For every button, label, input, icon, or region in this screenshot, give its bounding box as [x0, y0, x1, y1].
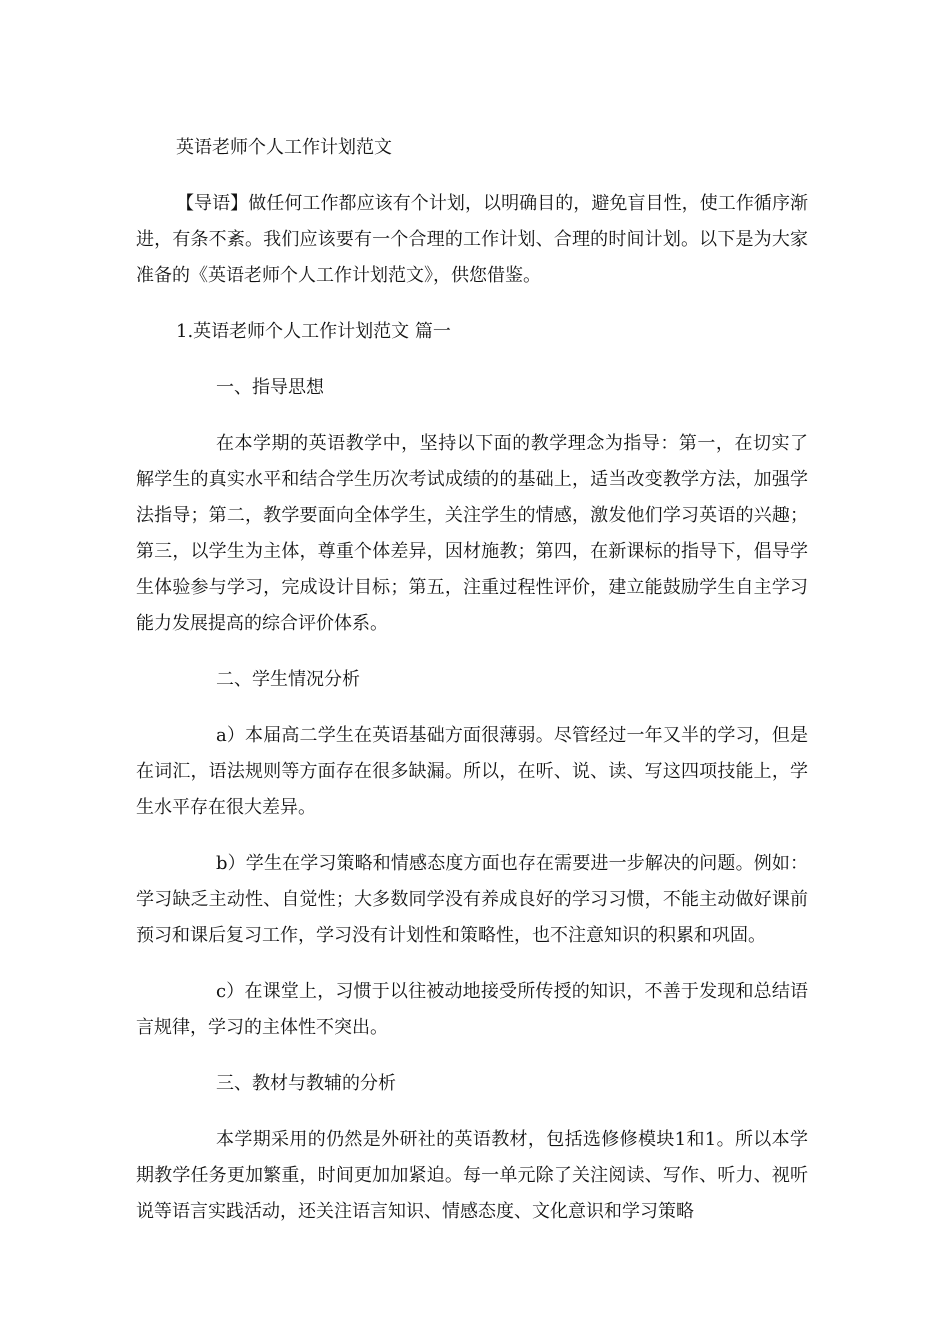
document-title: 英语老师个人工作计划范文 — [176, 137, 392, 158]
intro-paragraph — [136, 186, 808, 294]
intro-text: 做任何工作都应该有个计划，以明确目的，避免盲目性，使工作循序渐进，有条不紊。我们应该要有一个合理的工作计划、合理的时间计划。以下是为大家准备的《英语老师个人工作计划范文》，供您借鉴。 — [136, 193, 809, 286]
section-title: 1.英语老师个人工作计划范文 篇一 — [176, 321, 451, 342]
paragraph-student-analysis-b: b）学生在学习策略和情感态度方面也存在需要进一步解决的问题。例如：学习缺乏主动性、自觉性；大多数同学没有养成良好的学习习惯，不能主动做好课前预习和课后复习工作，学习没有计划性和策略性，也不注意知识的积累和巩固。 — [136, 853, 808, 946]
paragraph-textbook-analysis: 本学期采用的仍然是外研社的英语教材，包括选修修模块1和1。所以本学期教学任务更加繁重，时间更加加紧迫。每一单元除了关注阅读、写作、听力、视听说等语言实践活动，还关注语言知识、情感态度、文化意识和学习策略 — [136, 1129, 808, 1222]
heading-student-analysis: 二、学生情况分析 — [216, 669, 360, 690]
intro-lead: 【导语】 — [176, 193, 249, 214]
paragraph-student-analysis-a: a）本届高二学生在英语基础方面很薄弱。尽管经过一年又半的学习，但是在词汇，语法规则等方面存在很多缺漏。所以，在听、说、读、写这四项技能上，学生水平存在很大差异。 — [136, 725, 808, 818]
document-page — [136, 130, 808, 1250]
paragraph-student-analysis-c: c）在课堂上，习惯于以往被动地接受所传授的知识，不善于发现和总结语言规律，学习的主体性不突出。 — [136, 981, 808, 1038]
heading-guiding-ideology: 一、指导思想 — [216, 377, 324, 398]
paragraph-guiding-ideology: 在本学期的英语教学中，坚持以下面的教学理念为指导：第一，在切实了解学生的真实水平和结合学生历次考试成绩的的基础上，适当改变教学方法，加强学法指导；第二，教学要面向全体学生，关注学生的情感，激发他们学习英语的兴趣；第三，以学生为主体，尊重个体差异，因材施教；第四，在新课标的指导下，倡导学生体验参与学习，完成设计目标；第五，注重过程性评价，建立能鼓励学生自主学习能力发展提高的综合评价体系。 — [136, 433, 808, 634]
heading-textbook-analysis: 三、教材与教辅的分析 — [216, 1073, 396, 1094]
